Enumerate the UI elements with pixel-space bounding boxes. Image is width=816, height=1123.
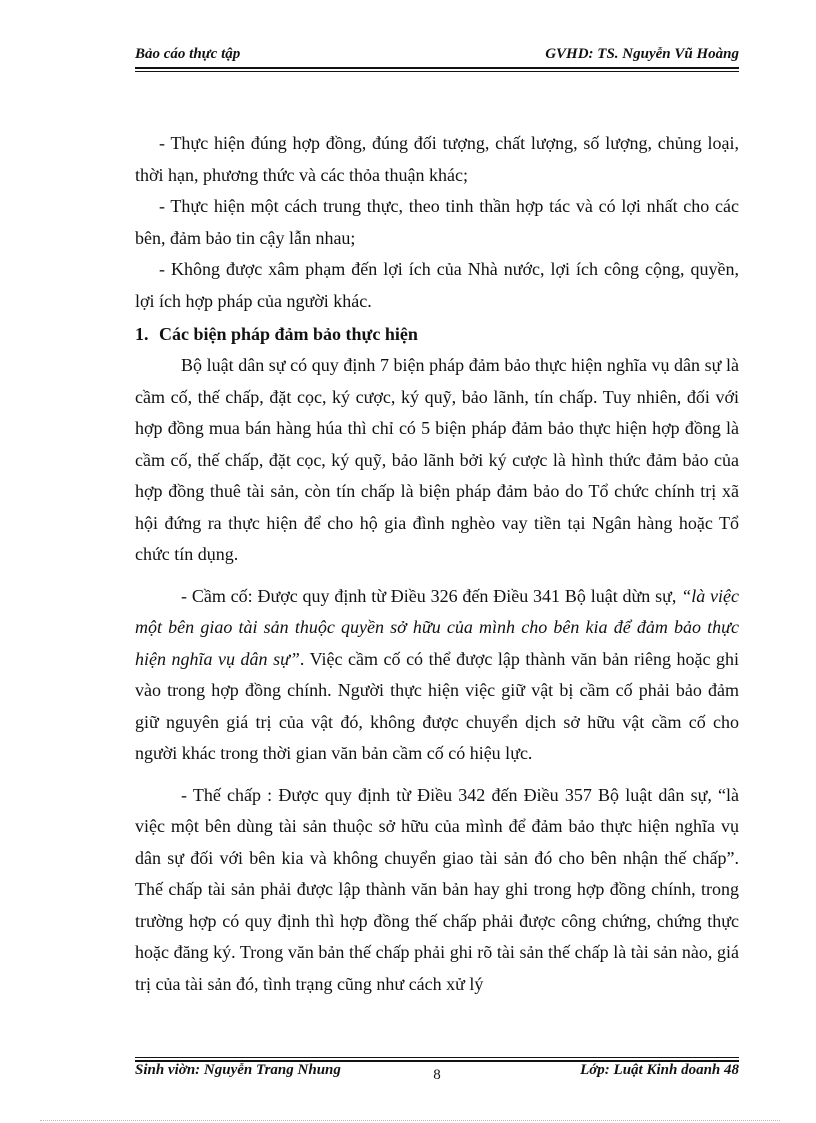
- paragraph-5: [135, 581, 739, 770]
- paragraph-3: - Không được xâm phạm đến lợi ích của Nhà nước, lợi ích công cộng, quyền, lợi ích hợp pháp của người khác.: [135, 259, 739, 311]
- paragraph-5-rest: . Việc cầm cố có thể được lập thành văn bản riêng hoặc ghi vào trong hợp đồng chính. Người thực hiện việc giữ vật bị cầm cố phải bảo đảm giữ nguyên giá trị của vật đó, không được chuyển dịch sở hữu vật cầm cố cho người khác trong thời gian văn bản cầm cố có hiệu lực.: [135, 648, 739, 763]
- page-content: [135, 128, 739, 1000]
- paragraph-4: Bộ luật dân sự có quy định 7 biện pháp đảm bảo thực hiện nghĩa vụ dân sự là cầm cố, thế chấp, đặt cọc, ký cược, ký quỹ, bảo lãnh, tín chấp. Tuy nhiên, đối với hợp đồng mua bán hàng húa thì chỉ có 5 biện pháp đảm bảo thực hiện hợp đồng là cầm cố, thế chấp, đặt cọc, ký quỹ, bảo lãnh bởi ký cược là hình thức đảm bảo của hợp đồng thuê tài sản, còn tín chấp là biện pháp đảm bảo do Tổ chức chính trị xã hội đứng ra thực hiện để cho hộ gia đình nghèo vay tiền tại Ngân hàng hoặc Tổ chức tín dụng.: [135, 355, 739, 564]
- footer-class: Lớp: Luật Kinh doanh 48: [580, 1062, 739, 1078]
- section-title: Các biện pháp đảm bảo thực hiện: [159, 324, 418, 344]
- section-heading: [135, 319, 739, 350]
- footer-rule-thin: [135, 1057, 739, 1058]
- paragraph-2: - Thực hiện một cách trung thực, theo tinh thần hợp tác và có lợi nhất cho các bên, đảm bảo tin cậy lẫn nhau;: [135, 196, 739, 248]
- header-rule-thin: [135, 71, 739, 72]
- page-number: 8: [433, 1067, 441, 1083]
- page-footer: [135, 1062, 739, 1084]
- header-left-title: Bảo cáo thực tập: [135, 46, 241, 62]
- header-right-supervisor: GVHD: TS. Nguyễn Vũ Hoàng: [545, 46, 739, 62]
- paragraph-1: - Thực hiện đúng hợp đồng, đúng đối tượng, chất lượng, số lượng, chủng loại, thời hạn, phương thức và các thỏa thuận khác;: [135, 133, 739, 185]
- footer-student: Sinh viờn: Nguyễn Trang Nhung: [135, 1062, 341, 1078]
- header-rule: [135, 67, 739, 69]
- paragraph-5-intro: - Cầm cố: Được quy định từ Điều 326 đến Điều 341 Bộ luật dừn sự,: [181, 585, 677, 606]
- paragraph-5-quote: “là việc một bên giao tài sản thuộc quyền sở hữu của mình cho bên kia để đảm bảo thực hiện nghĩa vụ dân sự”: [135, 585, 740, 669]
- page-bottom-dotted-line: [40, 1120, 780, 1121]
- section-number: 1.: [135, 324, 149, 344]
- page-header: [135, 46, 739, 66]
- paragraph-6: - Thế chấp : Được quy định từ Điều 342 đến Điều 357 Bộ luật dân sự, “là việc một bên dùng tài sản thuộc sở hữu của mình để đảm bảo thực hiện nghĩa vụ dân sự đối với bên kia và không chuyển giao tài sản đó cho bên nhận thế chấp”. Thế chấp tài sản phải được lập thành văn bản hay ghi trong hợp đồng chính, trong trường hợp có quy định thì hợp đồng thế chấp phải được công chứng, chứng thực hoặc đăng ký. Trong văn bản thế chấp phải ghi rõ tài sản thế chấp là tài sản nào, giá trị của tài sản đó, tình trạng cũng như cách xử lý: [135, 784, 739, 994]
